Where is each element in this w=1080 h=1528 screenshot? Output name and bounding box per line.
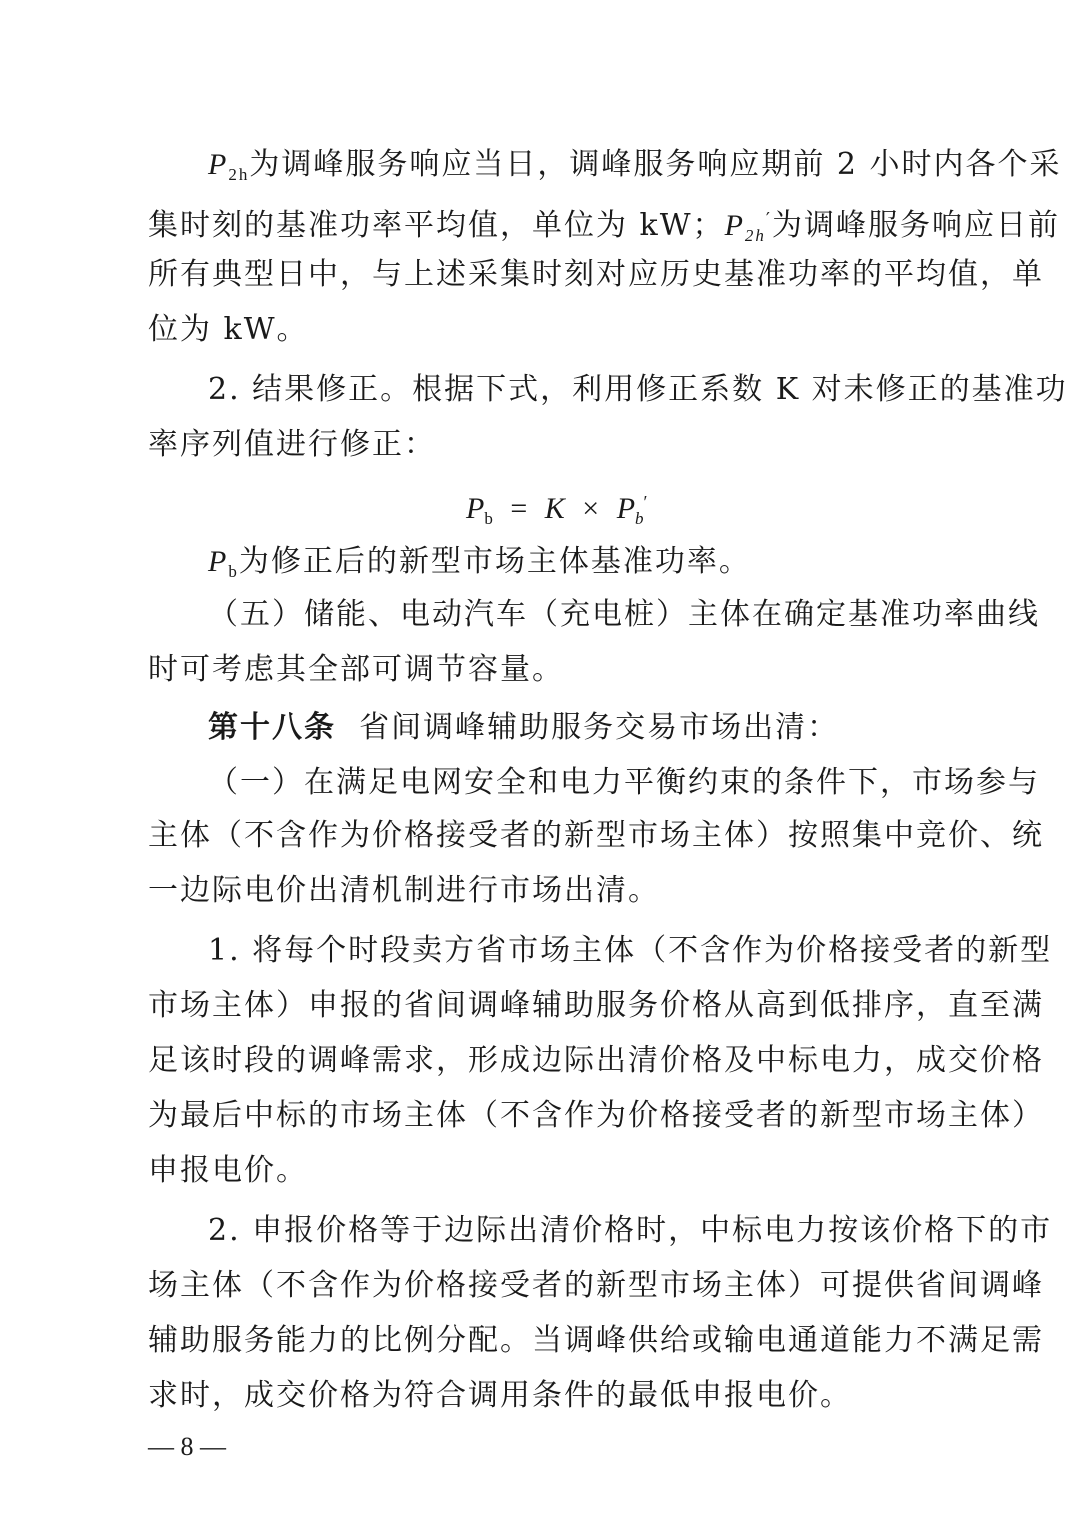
variable-subscript: b (228, 562, 239, 581)
paragraph-line (148, 1323, 1044, 1359)
formula-rhs-subscript: b (635, 509, 644, 528)
paragraph-line (208, 933, 1053, 969)
paragraph-line (148, 652, 948, 688)
line-text: 时可考虑其全部可调节容量。 (148, 652, 564, 687)
paragraph-line (208, 597, 1040, 633)
line-text: 率序列值进行修正： (148, 427, 436, 462)
formula-lhs-subscript: b (484, 509, 493, 528)
paragraph-line (208, 765, 1040, 801)
line-text: 市场主体）申报的省间调峰辅助服务价格从高到低排序，直至满 (148, 988, 1044, 1023)
formula-rhs-p: P (616, 492, 636, 525)
article-heading-line (208, 710, 948, 746)
page-number: — 8 — (148, 1432, 226, 1461)
variable-p: P (208, 545, 229, 578)
correction-formula (466, 484, 647, 537)
paragraph-line (148, 427, 948, 463)
paragraph-line (148, 202, 1060, 254)
line-text: 2. 结果修正。根据下式，利用修正系数 K 对未修正的基准功 (208, 372, 1068, 407)
line-text: （一）在满足电网安全和电力平衡约束的条件下，市场参与 (208, 765, 1040, 800)
variable-prime: ′ (765, 209, 772, 230)
formula-k: K (544, 492, 565, 525)
variable-subscript: 2h (228, 165, 250, 184)
line-text: 主体（不含作为价格接受者的新型市场主体）按照集中竞价、统 (148, 818, 1044, 853)
formula-equals: = (510, 492, 528, 525)
line-text: 申报电价。 (148, 1153, 308, 1188)
paragraph-line (148, 988, 1044, 1024)
paragraph-line (148, 1098, 1044, 1134)
line-text: 足该时段的调峰需求，形成边际出清价格及中标电力，成交价格 (148, 1043, 1044, 1078)
variable-subscript: 2h (744, 226, 766, 245)
line-text: 场主体（不含作为价格接受者的新型市场主体）可提供省间调峰 (148, 1268, 1044, 1303)
paragraph-line (148, 1268, 1044, 1304)
formula-times: × (582, 492, 600, 525)
variable-p: P (724, 209, 745, 242)
line-text: 为修正后的新型市场主体基准功率。 (238, 544, 751, 579)
paragraph-line (148, 873, 948, 909)
paragraph-line (148, 818, 1044, 854)
line-text: 2. 申报价格等于边际出清价格时，中标电力按该价格下的市 (208, 1213, 1053, 1248)
line-text: 位为 kW。 (148, 312, 309, 347)
line-text: 集时刻的基准功率平均值，单位为 kW； (148, 208, 725, 243)
paragraph-line (208, 544, 948, 590)
line-text: 1. 将每个时段卖方省市场主体（不含作为价格接受者的新型 (208, 933, 1053, 968)
formula-rhs-prime: ′ (643, 492, 648, 512)
paragraph-line (148, 1153, 948, 1189)
line-text: 辅助服务能力的比例分配。当调峰供给或输电通道能力不满足需 (148, 1323, 1044, 1358)
paragraph-line (148, 1378, 948, 1414)
paragraph-line (208, 372, 1068, 408)
paragraph-line (208, 1213, 1053, 1249)
line-text: 为调峰服务响应日前 (771, 208, 1060, 243)
line-text: 求时，成交价格为符合调用条件的最低申报电价。 (148, 1378, 852, 1413)
article-number: 第十八条 (208, 710, 336, 745)
line-text: 所有典型日中，与上述采集时刻对应历史基准功率的平均值，单 (148, 257, 1044, 292)
variable-p: P (208, 148, 229, 181)
paragraph-line (148, 257, 1044, 293)
line-text: 一边际电价出清机制进行市场出清。 (148, 873, 660, 908)
line-text: 为最后中标的市场主体（不含作为价格接受者的新型市场主体） (148, 1098, 1044, 1133)
line-text: 为调峰服务响应当日，调峰服务响应期前 2 小时内各个采 (249, 147, 1062, 182)
paragraph-line (148, 312, 948, 348)
formula-lhs-p: P (466, 492, 485, 525)
paragraph-line (148, 1043, 1044, 1079)
paragraph-line (208, 147, 1062, 193)
line-text: （五）储能、电动汽车（充电桩）主体在确定基准功率曲线 (208, 597, 1040, 632)
line-text: 省间调峰辅助服务交易市场出清： (336, 710, 840, 745)
